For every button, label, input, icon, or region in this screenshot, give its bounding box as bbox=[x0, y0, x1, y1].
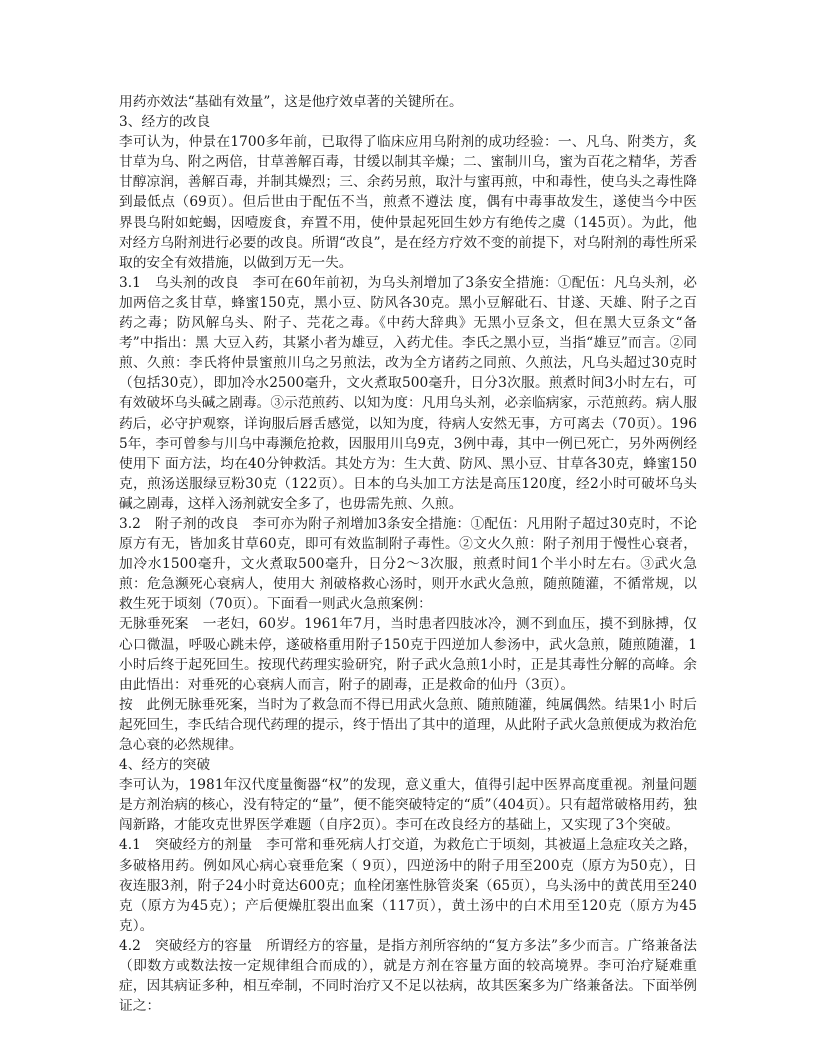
paragraph-aconite-root-formula-improvement: 3.1 乌头剂的改良 李可在60年前初，为乌头剂增加了3条安全措施：①配伍：凡乌头剂，必加两倍之炙甘草，蜂蜜150克，黑小豆、防风各30克。黑小豆解砒石、甘遂、天雄、附子之百药之毒；防风解乌头、附子、芫花之毒。《中药大辞典》无黑小豆条文，但在黑大豆条文“备考”中指出：黑 大豆入药，其紧小者为雄豆，入药尤佳。李氏之黑小豆，当指“雄豆”而言。②同煎、久煎：李氏将仲景蜜煎川乌之另煎法，改为全方诸药之同煎、久煎法，凡乌头超过30克时（包括30克），即加冷水2500毫升，文火煮取500毫升，日分3次服。煎煮时间3小时左右，可有效破坏乌头碱之剧毒。③示范煎药、以知为度：凡用乌头剂，必亲临病家，示范煎药。病人服药后，必守护观察，详询服后唇舌感觉，以知为度，待病人安然无事，方可离去（70页）。1965年，李可曾参与川乌中毒濒危抢救，因服用川乌9克，3例中毒，其中一例已死亡，另外两例经使用下 面方法，均在40分钟救活。其处方为：生大黄、防风、黑小豆、甘草各30克，蜂蜜150克，煎汤送服绿豆粉30克（122页）。日本的乌头加工方法是高压120度，经2小时可破坏乌头碱之剧毒，这样入汤剂就安全多了，也毋需先煎、久煎。 bbox=[119, 274, 697, 512]
paragraph-capacity-breakthrough: 4.2 突破经方的容量 所谓经方的容量，是指方剂所容纳的“复方多法”多少而言。广络兼备法（即数方或数法按一定规律组合而成的），就是方剂在容量方面的较高境界。李可治疗疑难重症，因其病证多种，相互牵制，不同时治疗又不足以祛病，故其医案多为广络兼备法。下面举例证之： bbox=[119, 937, 697, 1015]
paragraph-classic-formula-improvement: 李可认为，仲景在1700多年前，已取得了临床应用乌附剂的成功经验：一、凡乌、附类方，炙甘草为乌、附之两倍，甘草善解百毒，甘缓以制其辛燥；二、蜜制川乌，蜜为百花之精华，芳香甘醇凉润，善解百毒，并制其燥烈；三、余药另煎，取汁与蜜再煎，中和毒性，使乌头之毒性降到最低点（69页）。但后世由于配伍不当，煎煮不遵法 度，偶有中毒事故发生，遂使当今中医界畏乌附如蛇蝎，因噎废食，弃置不用，使仲景起死回生妙方有绝传之虞（145页）。为此，他对经方乌附剂进行必要的改良。所谓“改良”，是在经方疗效不变的前提下，对乌附剂的毒性所采取的安全有效措施，以做到万无一失。 bbox=[119, 134, 697, 271]
paragraph-aconite-lateral-root-formula-improvement: 3.2 附子剂的改良 李可亦为附子剂增加3条安全措施：①配伍：凡用附子超过30克时，不论原方有无，皆加炙甘草60克，即可有效监制附子毒性。②文火久煎：附子剂用于慢性心衰者，加冷水1500毫升，文火煮取500毫升，日分2～3次服，煎煮时间1个半小时左右。③武火急煎：危急濒死心衰病人，使用大 剂破格救心汤时，则开水武火急煎，随煎随灌，不循常规，以救生死于顷刻（70页）。下面看一则武火急煎案例： bbox=[119, 515, 697, 613]
section-heading-classic-formula-breakthrough: 4、经方的突破 bbox=[119, 757, 211, 774]
paragraph-dosage-breakthrough: 4.1 突破经方的剂量 李可常和垂死病人打交道，为救危亡于顷刻，其被逼上急症攻关之路，多破格用药。例如风心病心衰垂危案（ 9页），四逆汤中的附子用至200克（原方为50克），日夜连服3剂，附子24小时竟达600克；血栓闭塞性脉管炎案（65页），乌头汤中的黄芪用至240克（原方为45克）；产后便燥肛裂出血案（117页），黄土汤中的白术用至120克（原方为45克）。 bbox=[119, 837, 697, 934]
paragraph-intro-continuation: 用药亦效法“基础有效量”，这是他疗效卓著的关键所在。 bbox=[119, 94, 463, 110]
paragraph-pulseless-case: 无脉垂死案 一老妇，60岁。1961年7月，当时患者四肢冰冷，测不到血压，摸不到脉搏，仅心口微温，呼吸心跳未停，遂破格重用附子150克于四逆加人参汤中，武火急煎，随煎随灌，1小时后终于起死回生。按现代药理实验研究，附子武火急煎1小时，正是其毒性分解的高峰。余由此悟出：对垂死的心衰病人而言，附子的剧毒，正是救命的仙丹（3页）。 bbox=[119, 616, 697, 693]
section-heading-classic-formula-improvement: 3、经方的改良 bbox=[119, 114, 211, 131]
article-body bbox=[119, 92, 697, 1016]
paragraph-case-commentary: 按 此例无脉垂死案，当时为了救急而不得已用武火急煎、随煎随灌，纯属偶然。结果1小 时后起死回生，李氏结合现代药理的提示，终于悟出了其中的道理，从此附子武火急煎便成为救治危急心衰的必然规律。 bbox=[119, 696, 697, 753]
paragraph-classic-formula-breakthrough: 李可认为，1981年汉代度量衡器“权”的发现，意义重大，值得引起中医界高度重视。剂量问题是方剂治病的核心，没有特定的“量”，便不能突破特定的“质”（404页）。只有超常破格用药，独闯新路，才能攻克世界医学难题（自序2页）。李可在改良经方的基础上，又实现了3个突破。 bbox=[119, 777, 697, 834]
